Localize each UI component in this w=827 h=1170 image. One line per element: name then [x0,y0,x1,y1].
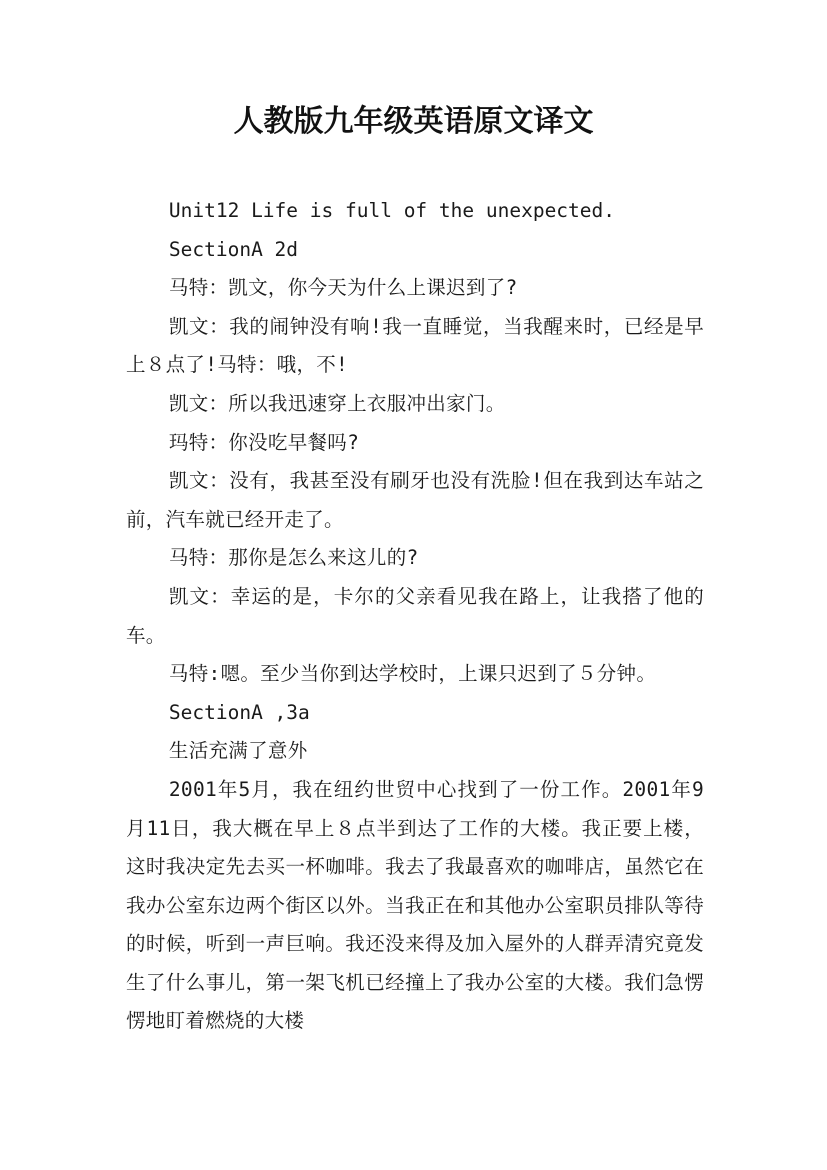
paragraph-reading-text: 2001年5月，我在纽约世贸中心找到了一份工作。2001年9月11日，我大概在早上８点半到达了工作的大楼。我正要上楼，这时我决定先去买一杯咖啡。我去了我最喜欢的咖啡店，虽然它在我办公室东边两个街区以外。当我正在和其他办公室职员排队等待的时候，听到一声巨响。我还没来得及加入屋外的人群弄清究竟发生了什么事儿，第一架飞机已经撞上了我办公室的大楼。我们急愣愣地盯着燃烧的大楼 [126,777,704,1033]
paragraph: 凯文：我的闹钟没有响!我一直睡觉，当我醒来时，已经是早上８点了!马特：哦，不! [126,314,704,377]
paragraph: 马特:嗯。至少当你到达学校时，上课只迟到了５分钟。 [168,662,657,686]
document-body [126,192,704,1041]
paragraph: 玛特：你没吃早餐吗? [168,430,360,454]
document-title: 人教版九年级英语原文译文 [233,104,594,139]
paragraph-unit-heading: Unit12 Life is full of the unexpected. [168,199,616,222]
paragraph-section-3a: SectionA ,3a [168,700,310,724]
paragraph: 凯文：幸运的是，卡尔的父亲看见我在路上，让我搭了他的车。 [126,584,704,647]
paragraph: 马特：凯文，你今天为什么上课迟到了? [168,276,518,300]
paragraph-reading-title: 生活充满了意外 [168,739,308,763]
paragraph: 凯文：没有，我甚至没有刷牙也没有洗脸!但在我到达车站之前，汽车就已经开走了。 [126,469,704,531]
paragraph: 马特：那你是怎么来这儿的? [168,546,419,570]
paragraph-section-2d: SectionA 2d [168,237,299,261]
paragraph: 凯文：所以我迅速穿上衣服冲出家门。 [168,391,506,415]
